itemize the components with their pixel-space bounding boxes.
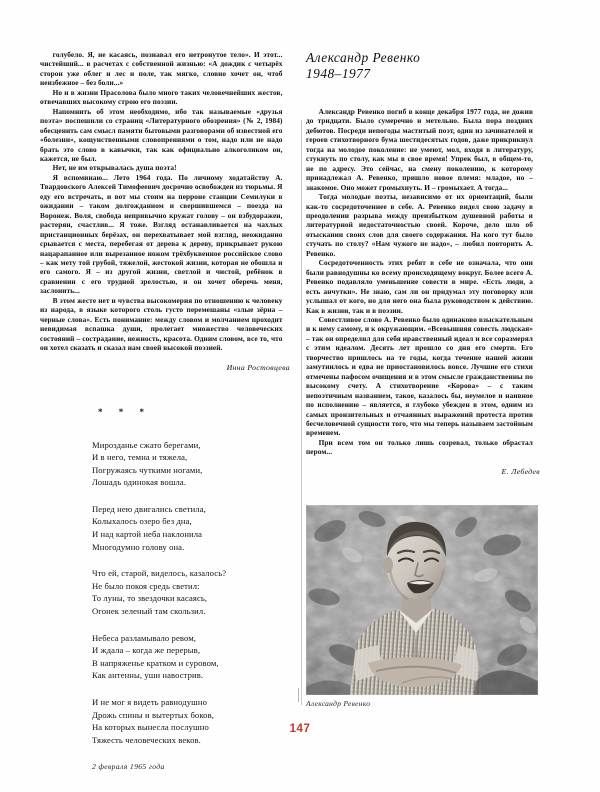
poem-stanza (92, 632, 290, 682)
author-heading (306, 50, 540, 81)
scan-edge-artifact (298, 688, 299, 702)
essay-paragraph: голубело. Я, не касаясь, познавал его нетронутое тело». И этот... чистейший... в расчетах с собственной жизнью: «А дождик с четырёх сторон уже облег и лес и поле, так мягко, словно хочет он, чтоб неизбежное – без боли...» (40, 50, 283, 88)
poem-line: Колыхалось озеро без дна, (92, 516, 192, 527)
photo-caption: Александр Ревенко (306, 699, 371, 708)
article-signature: Е. Лебедев (501, 466, 540, 476)
author-years: 1948–1977 (306, 65, 371, 81)
essay-paragraph: Нет, не им открывалась душа поэта! (52, 163, 177, 173)
poem-line: Огонек зеленый там скользил. (92, 606, 206, 617)
poem-line: Тяжесть человеческих веков. (92, 734, 201, 745)
article-paragraph: Александр Ревенко погиб в конце декабря 1977 года, не дожив до тридцати. Было сумеречно и метельно. Была пора поздних дебютов. Посреди непогоды маститый поэт, один из зачинателей и героев стихотворного бума шестидесятых годов, даже прикрикнул тогда на молодое поколение: не умеют, мол, входя в литературу, стукнуть по столу, как мы в свое время! Упрек был, в общем-то, не по адресу. Это сейчас, на смену поколению, к которому принадлежал А. Ревенко, пришло новое племя: младое, но – знакомое. Оно может громыхнуть. И – громыхает. А тогда... (306, 107, 533, 192)
photo-image (306, 505, 538, 695)
article-paragraph: Тогда молодые поэты, независимо от их ориентаций, были как-то сосредоточеннее в себе. А. Ревенко видел свою задачу в преодолении разрыва между преизбытком душевной работы и литературной недостаточностью своей. Короче, дело шло об отыскании своих слов для своего содержания. На кого тут было стучать по столу? «Нам чужого не надо», – любил повторить А. Ревенко. (306, 192, 533, 258)
essay-paragraph: Я вспоминаю... Лето 1964 года. По личному ходатайству А. Твардовского Алексей Тимофеевич досрочно освобожден из тюрьмы. Я еду его встречать, и вот мы стоим на перроне станции Семилуки в ожидании – таком долгожданном и свершившемся – поезда на Воронеж. Воля, свобода непривычно кружат голову – он взбудоражен, растерян, счастлив... Я тоже. Взгляд останавливается на чахлых пристанционных берёзах, он перехватывает мой взгляд, неожиданно срывается с места, перебегая от дерева к дереву, прикрывает рукою нацарапанное или вырезанное ножом трёхбуквенное российское слово – как мету той грубой, тяжелой, жестокой жизни, которая не обошла и его самого. Я – из другой жизни, светлой и чистой, ребёнок в сравнении с его трудной зрелостью, и он хочет оберечь меня, заслонить... (40, 172, 283, 296)
poem-date: 2 февраля 1965 года (92, 762, 165, 772)
poem-line: Лошадь одинокая вошла. (92, 477, 187, 488)
poem (92, 439, 290, 772)
essay-body (40, 50, 290, 353)
poem-line: И ждала – когда же перерыв, (92, 645, 201, 656)
poem-line: Многодумно голову она. (92, 541, 185, 552)
poem-stanza (92, 439, 290, 489)
poem-line: Не было покоя средь светил: (92, 580, 200, 591)
right-column (306, 50, 540, 477)
article-paragraph: Сосредоточенность этих ребят в себе не означала, что они были равнодушны ко всему происходящему вокруг. Более всего А. Ревенко подавляло уменьшение совести в мире. «Есть люди, а есть анчутки». Не знаю, сам ли он придумал эту поговорку или услышал от кого, но для него она была руководством к действию. Как в жизни, так и в поэзии. (306, 258, 533, 315)
author-name: Александр Ревенко (306, 50, 421, 65)
article-paragraph: При всем том он только лишь созревал, только обрастал пером... (306, 437, 533, 457)
essay-paragraph: Но и в жизни Прасолова было много таких человечнейших жестов, отвечавших высокому строю его поэзии. (40, 87, 283, 107)
poem-line: Как антенны, уши навострив. (92, 670, 204, 681)
essay-signature: Инна Ростовцева (226, 362, 290, 372)
poem-line: Дрожь спины и вытертых боков, (92, 709, 214, 720)
poem-line: Что ей, старой, виделось, казалось? (92, 568, 227, 579)
poem-line: Погружаясь чуткими ногами, (92, 464, 203, 475)
poem-line: И над картой неба наклонила (92, 529, 203, 540)
column-divider-rule (301, 120, 302, 705)
article-paragraph: Совестливое слово А. Ревенко было одинаково взыскательным и к нему самому, и к окружающим. «Всевышняя совесть людская» – так он определил для себя нравственный идеал и все соразмерял с этим идеалом. Десять лет прошло со дня его смерти. Его творчество пришлось на те годы, когда течение нашей жизни замутнилось и едва не приостановилось вовсе. Лучшие его стихи отмечены пафосом очищения и в этом смысле гражданственны по высокому счету. А стихотворение «Корова» – с таким непоэтичным названием, такое, казалось бы, неумелое и наивное по исполнению – является, я глубоко убежден в этом, одним из самых пронзительных и отчаянных выражений протеста против бесчеловечной сущности того, что мы теперь называем застойным временем. (306, 314, 533, 438)
poem-line: Перед нею двигались светила, (92, 503, 206, 514)
author-photograph (306, 505, 538, 695)
poem-divider-asterisks: * * * (98, 406, 151, 417)
poem-line: Небеса разламывало ревом, (92, 632, 196, 643)
poem-line: И в него, темна и тяжела, (92, 452, 188, 463)
poem-line: И не мог я видеть равнодушно (92, 697, 207, 707)
left-column (40, 50, 290, 771)
essay-paragraph: В этом жесте нет и чувства высокомерия по отношению к человеку из народа, в языке которого столь густо перемешаны «злые зёрна – черные слова». Есть понимание: между словом и молчанием проходит невидимая вспашка души, пролегает множество человеческих состояний – сострадание, нежность, красота. Одним словом, все то, что он хотел сказать и сказал нам своей высокой поэзией. (40, 295, 283, 353)
article-body (306, 107, 540, 457)
poem-line: Мирозданье сжато берегами, (92, 439, 201, 450)
poem-line: На которых вынесла послушно (92, 722, 209, 733)
poem-line: То луны, то звездочки касаясь, (92, 593, 208, 604)
page-number: 147 (289, 723, 311, 735)
essay-paragraph: Напомнить об этом необходимо, ибо так называемые «друзья поэта» поспешили со страниц «Литературного обозрения» (№ 2, 1984) обесценить сам смысл памяти бытовыми разговорами об известной его «болезни», кощунственными словопрениями о том, надо или не надо брать это слово в кавычки, так как официально алкоголиком он, кажется, не был. (40, 106, 283, 163)
poem-stanza (92, 696, 290, 746)
poem-stanza (92, 503, 290, 553)
poem-stanza (92, 567, 290, 617)
poem-line: В напряженье кратком и суровом, (92, 657, 219, 668)
